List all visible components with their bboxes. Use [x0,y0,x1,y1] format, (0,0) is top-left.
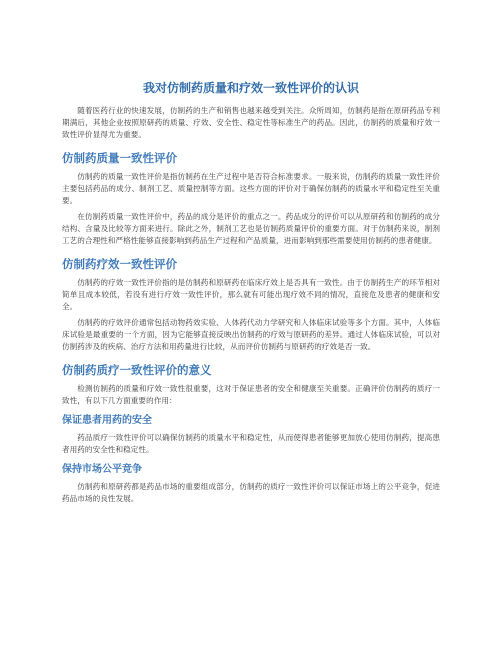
quality-paragraph-2: 在仿制药质量一致性评价中，药品的成分是评价的重点之一。药品成分的评价可以从原研药和仿制药的成分结构、含量及比较等方面来进行。除此之外，制剂工艺也是仿制药质量评价的重要方面。对于仿制药来说，制剂工艺的合理性和严格性能够直接影响到药品生产过程和产品质量，进而影响到那些需要使用仿制药的患者健康。 [62,212,440,245]
intro-paragraph: 随着医药行业的快速发展，仿制药的生产和销售也越来越受到关注。众所周知，仿制药是指在原研药品专利期满后，其他企业按照原研药的质量、疗效、安全性、稳定性等标准生产的药品。因此，仿制药的质量和疗效一致性评价显得尤为重要。 [62,106,440,139]
market-competition-paragraph: 仿制药和原研药都是药品市场的重要组成部分，仿制药的质疗一致性评价可以保证市场上的公平竞争，促进药品市场的良性发展。 [62,482,440,503]
significance-paragraph: 检测仿制药的质量和疗效一致性很重要，这对于保证患者的安全和健康至关重要。正确评价仿制药的质疗一致性，有以下几方面重要的作用： [62,384,440,405]
document-body [62,105,440,505]
subheading-patient-safety: 保证患者用药的安全 [62,415,152,426]
efficacy-paragraph-1: 仿制药的疗效一致性评价指的是仿制药和原研药在临床疗效上是否具有一致性。由于仿制药生产的环节相对简单且成本较低，若没有进行疗效一致性评价，那么就有可能出现疗效不同的情况，直接危及患者的健康和安全。 [62,278,440,311]
patient-safety-paragraph: 药品质疗一致性评价可以确保仿制药的质量水平和稳定性，从而使得患者能够更加放心使用仿制药，提高患者用药的安全性和稳定性。 [62,433,440,454]
efficacy-paragraph-2: 仿制药的疗效评价通常包括动物药效实验、人体药代动力学研究和人体临床试验等多个方面。其中，人体临床试验是最重要的一个方面，因为它能够直接反映出仿制药的疗效与原研药的差异。通过人体临床试验，可以对仿制药涉及的疾病、治疗方法和用药量进行比较，从而评价仿制药与原研药的疗效是否一致。 [62,318,440,351]
document-title: 我对仿制药质量和疗效一致性评价的认识 [142,81,359,95]
subheading-market-competition: 保持市场公平竞争 [62,464,142,475]
quality-paragraph-1: 仿制药的质量一致性评价是指仿制药在生产过程中是否符合标准要求。一般来说，仿制药的质量一致性评价主要包括药品的成分、制剂工艺、质量控制等方面。这些方面的评价对于确保仿制药的质量水平和稳定性至关重要。 [62,172,440,205]
section-heading-quality: 仿制药质量一致性评价 [62,151,177,165]
section-heading-significance: 仿制药质疗一致性评价的意义 [62,363,212,377]
section-heading-efficacy: 仿制药疗效一致性评价 [62,257,177,271]
